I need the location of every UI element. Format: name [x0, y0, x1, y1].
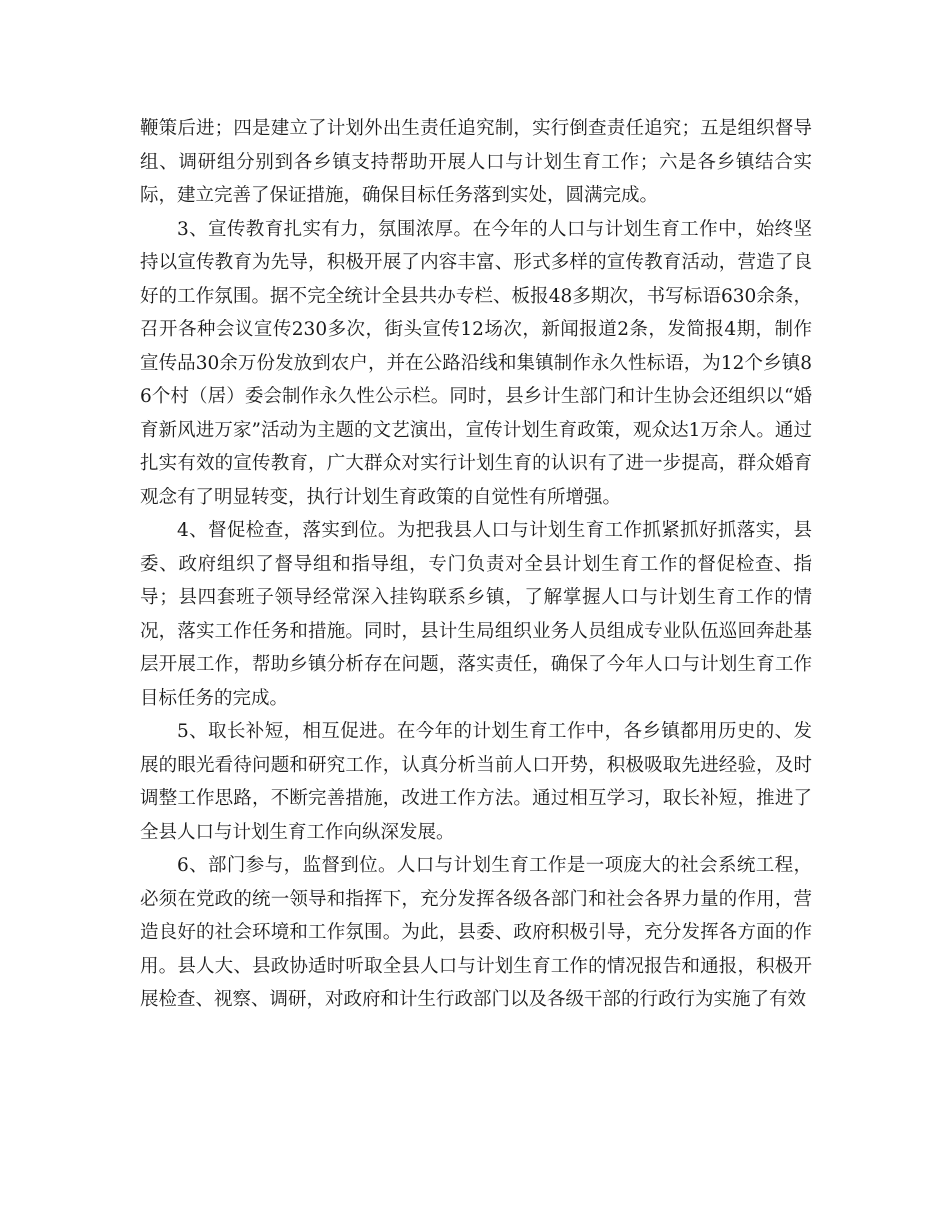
paragraph-publicity-education: 3、宣传教育扎实有力，氛围浓厚。在今年的人口与计划生育工作中，始终坚持以宣传教育为先导，积极开展了内容丰富、形式多样的宣传教育活动，营造了良好的工作氛围。据不完全统计全县共办专栏、板报48多期次，书写标语630余条，召开各种会议宣传230多次，街头宣传12场次，新闻报道2条，发简报4期，制作宣传品30余万份发放到农户，并在公路沿线和集镇制作永久性标语，为12个乡镇86个村（居）委会制作永久性公示栏。同时，县乡计生部门和计生协会还组织以“婚育新风进万家”活动为主题的文艺演出，宣传计划生育政策，观众达1万余人。通过扎实有效的宣传教育，广大群众对实行计划生育的认识有了进一步提高，群众婚育观念有了明显转变，执行计划生育政策的自觉性有所增强。 [140, 218, 812, 508]
paragraph-continuation: 鞭策后进；四是建立了计划外出生责任追究制，实行倒查责任追究；五是组织督导组、调研组分别到各乡镇支持帮助开展人口与计划生育工作；六是各乡镇结合实际，建立完善了保证措施，确保目标任务落到实处，圆满完成。 [140, 118, 812, 206]
paragraph-department-participation: 6、部门参与，监督到位。人口与计划生育工作是一项庞大的社会系统工程，必须在党政的统一领导和指挥下，充分发挥各级各部门和社会各界力量的作用，营造良好的社会环境和工作氛围。为此，县委、政府积极引导，充分发挥各方面的作用。县人大、县政协适时听取全县人口与计划生育工作的情况报告和通报，积极开展检查、视察、调研，对政府和计生行政部门以及各级干部的行政行为实施了有效 [140, 855, 812, 1010]
document-page [140, 112, 812, 1017]
paragraph-supervision-inspection: 4、督促检查，落实到位。为把我县人口与计划生育工作抓紧抓好抓落实，县委、政府组织了督导组和指导组，专门负责对全县计划生育工作的督促检查、指导；县四套班子领导经常深入挂钩联系乡镇，了解掌握人口与计划生育工作的情况，落实工作任务和措施。同时，县计生局组织业务人员组成专业队伍巡回奔赴基层开展工作，帮助乡镇分析存在问题，落实责任，确保了今年人口与计划生育工作目标任务的完成。 [140, 520, 812, 709]
paragraph-mutual-learning: 5、取长补短，相互促进。在今年的计划生育工作中，各乡镇都用历史的、发展的眼光看待问题和研究工作，认真分析当前人口开势，积极吸取先进经验，及时调整工作思路，不断完善措施，改进工作方法。通过相互学习，取长补短，推进了全县人口与计划生育工作向纵深发展。 [140, 721, 812, 843]
